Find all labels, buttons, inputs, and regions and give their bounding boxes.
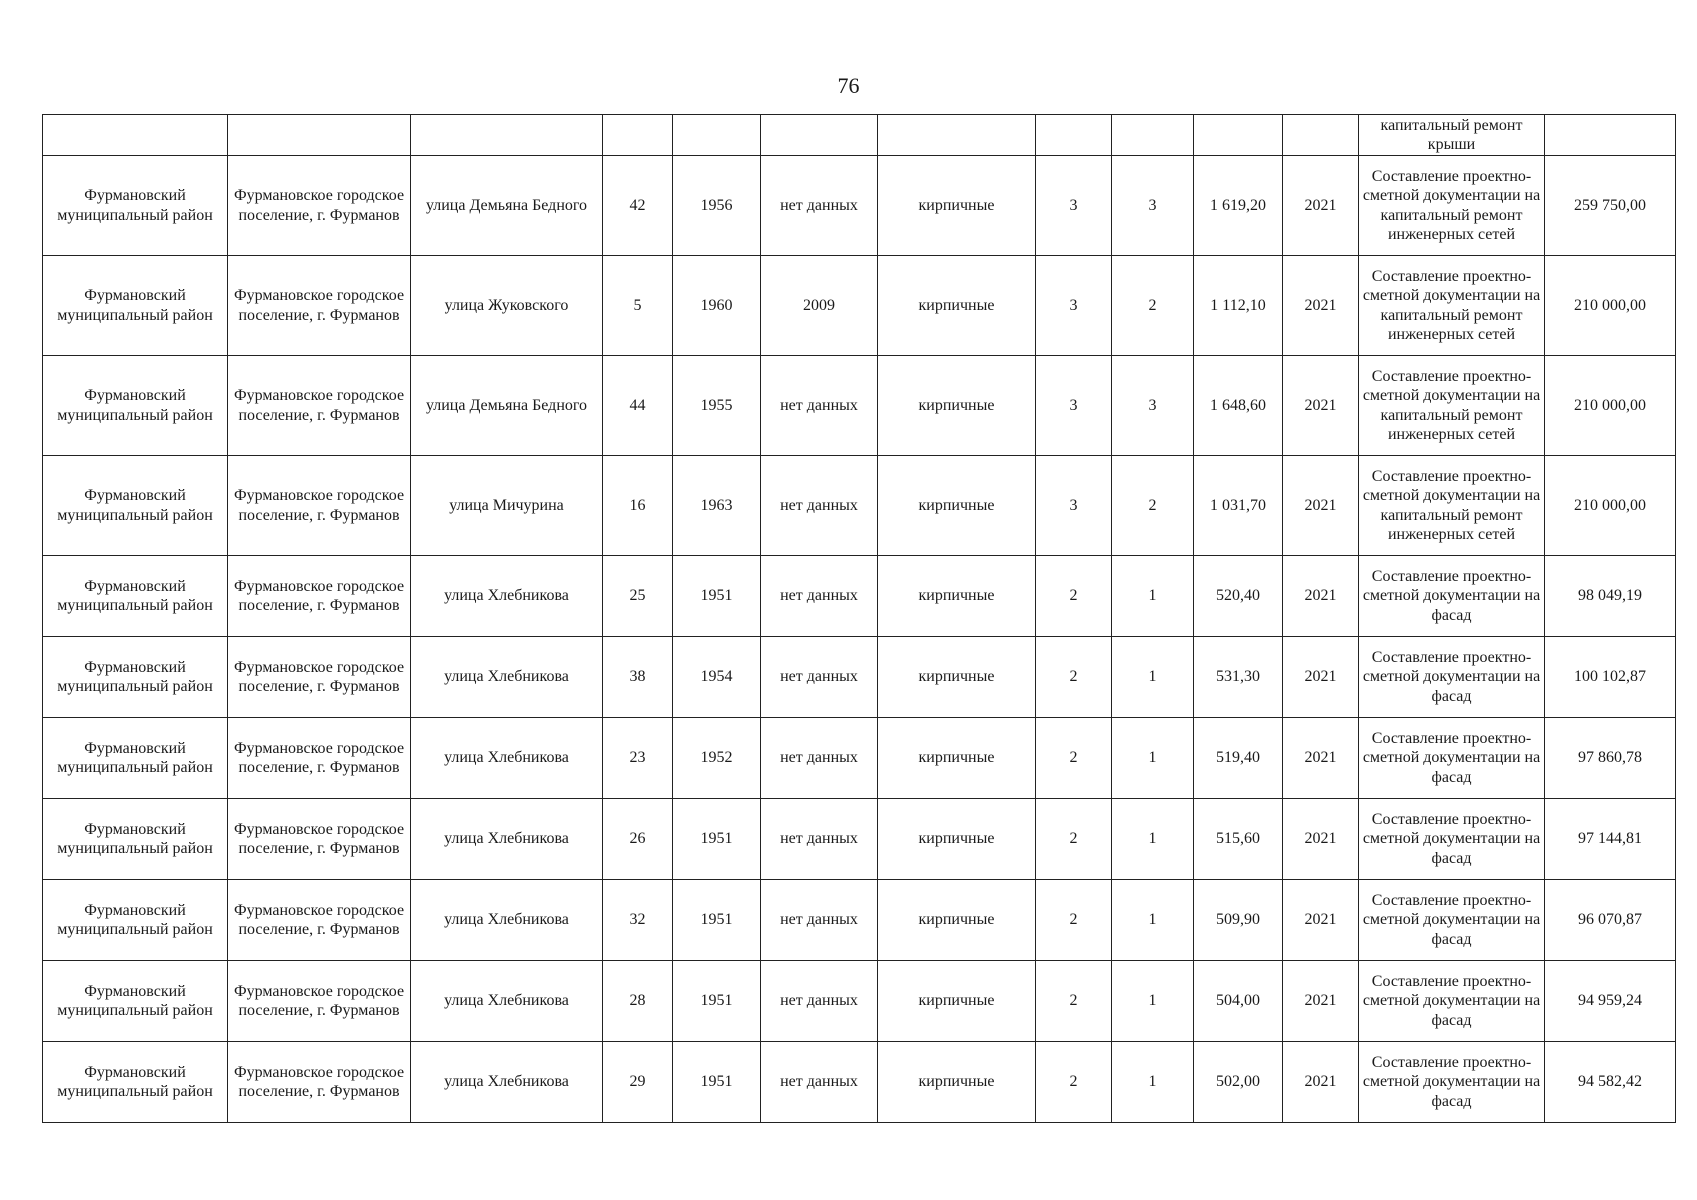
cell-entrances: 1 — [1112, 961, 1194, 1042]
table-row — [43, 456, 1676, 556]
cell-house: 44 — [603, 356, 673, 456]
cell-plan-year: 2021 — [1283, 880, 1359, 961]
cell-plan-year: 2021 — [1283, 961, 1359, 1042]
cell-cost: 210 000,00 — [1545, 356, 1676, 456]
cell-floors — [1036, 115, 1112, 156]
cell-area: 520,40 — [1194, 556, 1283, 637]
cell-house: 32 — [603, 880, 673, 961]
cell-plan-year: 2021 — [1283, 456, 1359, 556]
cell-district: Фурмановский муниципальный район — [43, 961, 228, 1042]
cell-settlement: Фурмановское городское поселение, г. Фурманов — [228, 961, 411, 1042]
table-row — [43, 880, 1676, 961]
cell-floors: 3 — [1036, 256, 1112, 356]
cell-year-built: 1951 — [673, 556, 761, 637]
table-row — [43, 156, 1676, 256]
cell-district — [43, 115, 228, 156]
cell-district: Фурмановский муниципальный район — [43, 880, 228, 961]
cell-plan-year: 2021 — [1283, 718, 1359, 799]
cell-plan-year: 2021 — [1283, 799, 1359, 880]
cell-floors: 2 — [1036, 637, 1112, 718]
cell-cost — [1545, 115, 1676, 156]
table-row — [43, 1042, 1676, 1123]
cell-year-built — [673, 115, 761, 156]
cell-floors: 2 — [1036, 1042, 1112, 1123]
cell-street: улица Хлебникова — [411, 637, 603, 718]
cell-settlement — [228, 115, 411, 156]
cell-walls: кирпичные — [878, 799, 1036, 880]
cell-year-repair: нет данных — [761, 1042, 878, 1123]
cell-walls: кирпичные — [878, 256, 1036, 356]
cell-year-repair — [761, 115, 878, 156]
cell-cost: 259 750,00 — [1545, 156, 1676, 256]
cell-cost: 210 000,00 — [1545, 256, 1676, 356]
cell-entrances: 1 — [1112, 718, 1194, 799]
cell-year-repair: нет данных — [761, 356, 878, 456]
cell-year-repair: нет данных — [761, 637, 878, 718]
cell-floors: 3 — [1036, 156, 1112, 256]
cell-cost: 210 000,00 — [1545, 456, 1676, 556]
cell-area: 1 031,70 — [1194, 456, 1283, 556]
table-row — [43, 256, 1676, 356]
cell-district: Фурмановский муниципальный район — [43, 1042, 228, 1123]
cell-area: 1 619,20 — [1194, 156, 1283, 256]
cell-year-built: 1951 — [673, 961, 761, 1042]
cell-area: 509,90 — [1194, 880, 1283, 961]
cell-house: 25 — [603, 556, 673, 637]
cell-area: 1 648,60 — [1194, 356, 1283, 456]
cell-year-repair: нет данных — [761, 456, 878, 556]
cell-cost: 97 860,78 — [1545, 718, 1676, 799]
cell-year-repair: нет данных — [761, 880, 878, 961]
cell-plan-year: 2021 — [1283, 256, 1359, 356]
cell-area: 504,00 — [1194, 961, 1283, 1042]
cell-entrances: 1 — [1112, 880, 1194, 961]
cell-street: улица Хлебникова — [411, 961, 603, 1042]
cell-walls: кирпичные — [878, 456, 1036, 556]
cell-cost: 100 102,87 — [1545, 637, 1676, 718]
cell-entrances — [1112, 115, 1194, 156]
cell-work: Составление проектно-сметной документации на фасад — [1359, 637, 1545, 718]
cell-plan-year — [1283, 115, 1359, 156]
cell-area: 531,30 — [1194, 637, 1283, 718]
cell-entrances: 2 — [1112, 256, 1194, 356]
cell-year-repair: нет данных — [761, 718, 878, 799]
cell-floors: 2 — [1036, 718, 1112, 799]
cell-house — [603, 115, 673, 156]
cell-settlement: Фурмановское городское поселение, г. Фурманов — [228, 880, 411, 961]
cell-district: Фурмановский муниципальный район — [43, 556, 228, 637]
cell-street: улица Хлебникова — [411, 556, 603, 637]
cell-district: Фурмановский муниципальный район — [43, 456, 228, 556]
cell-walls — [878, 115, 1036, 156]
cell-settlement: Фурмановское городское поселение, г. Фурманов — [228, 356, 411, 456]
cell-plan-year: 2021 — [1283, 1042, 1359, 1123]
cell-entrances: 1 — [1112, 1042, 1194, 1123]
cell-district: Фурмановский муниципальный район — [43, 799, 228, 880]
cell-house: 5 — [603, 256, 673, 356]
cell-cost: 96 070,87 — [1545, 880, 1676, 961]
cell-walls: кирпичные — [878, 637, 1036, 718]
cell-floors: 2 — [1036, 556, 1112, 637]
cell-year-built: 1956 — [673, 156, 761, 256]
cell-area: 519,40 — [1194, 718, 1283, 799]
cell-district: Фурмановский муниципальный район — [43, 718, 228, 799]
cell-street — [411, 115, 603, 156]
cell-street: улица Демьяна Бедного — [411, 356, 603, 456]
cell-settlement: Фурмановское городское поселение, г. Фурманов — [228, 256, 411, 356]
cell-settlement: Фурмановское городское поселение, г. Фурманов — [228, 1042, 411, 1123]
cell-settlement: Фурмановское городское поселение, г. Фурманов — [228, 156, 411, 256]
cell-work: Составление проектно-сметной документации на капитальный ремонт инженерных сетей — [1359, 256, 1545, 356]
cell-work: Составление проектно-сметной документации на капитальный ремонт инженерных сетей — [1359, 156, 1545, 256]
cell-house: 16 — [603, 456, 673, 556]
cell-house: 29 — [603, 1042, 673, 1123]
cell-settlement: Фурмановское городское поселение, г. Фурманов — [228, 637, 411, 718]
cell-cost: 97 144,81 — [1545, 799, 1676, 880]
cell-street: улица Демьяна Бедного — [411, 156, 603, 256]
cell-cost: 98 049,19 — [1545, 556, 1676, 637]
cell-house: 38 — [603, 637, 673, 718]
cell-entrances: 3 — [1112, 156, 1194, 256]
cell-entrances: 3 — [1112, 356, 1194, 456]
cell-house: 42 — [603, 156, 673, 256]
cell-entrances: 1 — [1112, 556, 1194, 637]
cell-street: улица Хлебникова — [411, 718, 603, 799]
cell-street: улица Хлебникова — [411, 880, 603, 961]
cell-house: 28 — [603, 961, 673, 1042]
cell-settlement: Фурмановское городское поселение, г. Фурманов — [228, 718, 411, 799]
cell-area: 515,60 — [1194, 799, 1283, 880]
cell-year-built: 1963 — [673, 456, 761, 556]
cell-entrances: 1 — [1112, 799, 1194, 880]
cell-district: Фурмановский муниципальный район — [43, 356, 228, 456]
cell-settlement: Фурмановское городское поселение, г. Фурманов — [228, 556, 411, 637]
cell-year-repair: нет данных — [761, 556, 878, 637]
cell-entrances: 1 — [1112, 637, 1194, 718]
cell-year-built: 1951 — [673, 1042, 761, 1123]
cell-work: Составление проектно-сметной документации на фасад — [1359, 799, 1545, 880]
table-row — [43, 356, 1676, 456]
cell-work: Составление проектно-сметной документации на фасад — [1359, 718, 1545, 799]
table-body — [43, 115, 1676, 1123]
cell-year-repair: 2009 — [761, 256, 878, 356]
page-number: 76 — [837, 73, 860, 98]
table-row-continued — [43, 115, 1676, 156]
cell-entrances: 2 — [1112, 456, 1194, 556]
cell-settlement: Фурмановское городское поселение, г. Фурманов — [228, 799, 411, 880]
cell-work: Составление проектно-сметной документации на капитальный ремонт инженерных сетей — [1359, 456, 1545, 556]
cell-district: Фурмановский муниципальный район — [43, 256, 228, 356]
cell-work: Составление проектно-сметной документации на фасад — [1359, 961, 1545, 1042]
housing-repair-table — [42, 114, 1676, 1123]
cell-cost: 94 582,42 — [1545, 1042, 1676, 1123]
cell-work: Составление проектно-сметной документации на фасад — [1359, 1042, 1545, 1123]
cell-year-built: 1951 — [673, 799, 761, 880]
cell-year-built: 1952 — [673, 718, 761, 799]
cell-area — [1194, 115, 1283, 156]
cell-walls: кирпичные — [878, 880, 1036, 961]
cell-street: улица Хлебникова — [411, 1042, 603, 1123]
cell-floors: 2 — [1036, 880, 1112, 961]
table-row — [43, 961, 1676, 1042]
cell-year-built: 1955 — [673, 356, 761, 456]
cell-walls: кирпичные — [878, 961, 1036, 1042]
cell-year-built: 1954 — [673, 637, 761, 718]
cell-floors: 3 — [1036, 356, 1112, 456]
cell-year-built: 1951 — [673, 880, 761, 961]
cell-work: Составление проектно-сметной документации на капитальный ремонт инженерных сетей — [1359, 356, 1545, 456]
cell-district: Фурмановский муниципальный район — [43, 637, 228, 718]
cell-walls: кирпичные — [878, 1042, 1036, 1123]
cell-area: 502,00 — [1194, 1042, 1283, 1123]
cell-area: 1 112,10 — [1194, 256, 1283, 356]
table-row — [43, 637, 1676, 718]
cell-walls: кирпичные — [878, 156, 1036, 256]
table-row — [43, 799, 1676, 880]
cell-plan-year: 2021 — [1283, 356, 1359, 456]
cell-plan-year: 2021 — [1283, 637, 1359, 718]
cell-year-repair: нет данных — [761, 961, 878, 1042]
cell-year-built: 1960 — [673, 256, 761, 356]
cell-floors: 2 — [1036, 961, 1112, 1042]
cell-walls: кирпичные — [878, 556, 1036, 637]
cell-walls: кирпичные — [878, 718, 1036, 799]
cell-district: Фурмановский муниципальный район — [43, 156, 228, 256]
cell-street: улица Жуковского — [411, 256, 603, 356]
cell-walls: кирпичные — [878, 356, 1036, 456]
table-row — [43, 556, 1676, 637]
cell-street: улица Хлебникова — [411, 799, 603, 880]
cell-plan-year: 2021 — [1283, 156, 1359, 256]
cell-floors: 3 — [1036, 456, 1112, 556]
cell-plan-year: 2021 — [1283, 556, 1359, 637]
cell-work: капитальный ремонт крыши — [1359, 115, 1545, 156]
cell-year-repair: нет данных — [761, 799, 878, 880]
cell-work: Составление проектно-сметной документации на фасад — [1359, 556, 1545, 637]
cell-house: 23 — [603, 718, 673, 799]
cell-floors: 2 — [1036, 799, 1112, 880]
cell-house: 26 — [603, 799, 673, 880]
cell-street: улица Мичурина — [411, 456, 603, 556]
cell-cost: 94 959,24 — [1545, 961, 1676, 1042]
table-row — [43, 718, 1676, 799]
cell-work: Составление проектно-сметной документации на фасад — [1359, 880, 1545, 961]
cell-settlement: Фурмановское городское поселение, г. Фурманов — [228, 456, 411, 556]
cell-year-repair: нет данных — [761, 156, 878, 256]
